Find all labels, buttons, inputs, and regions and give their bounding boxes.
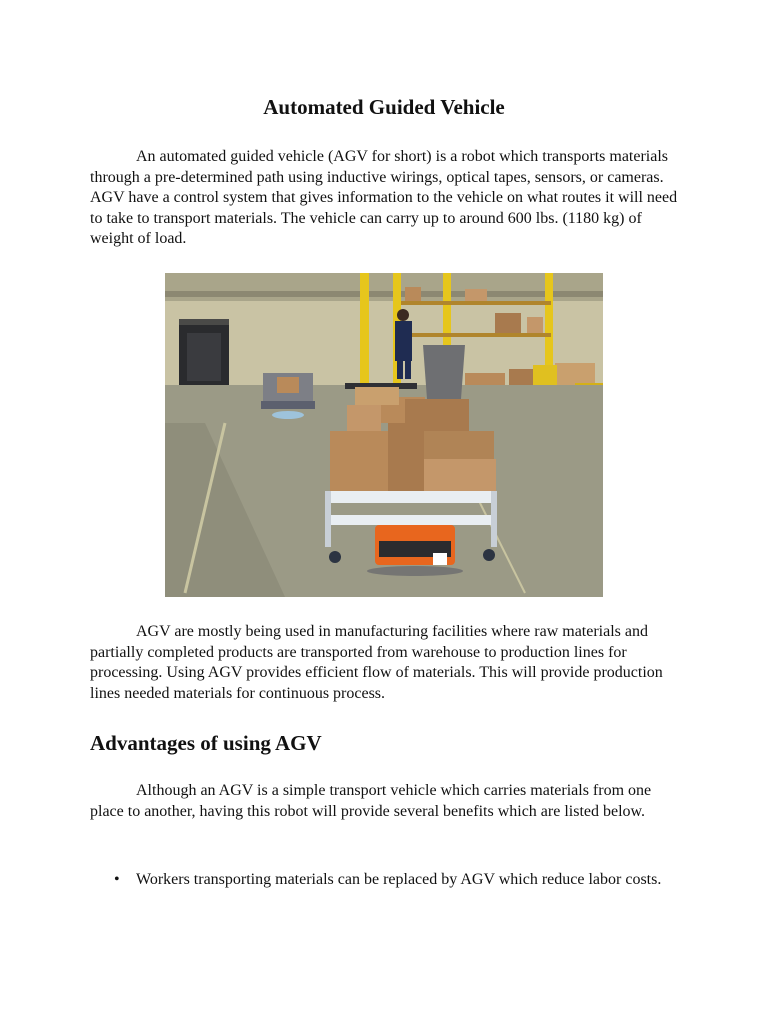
usage-paragraph: AGV are mostly being used in manufacturing facilities where raw materials and partially completed products are transported from warehouse to production lines for processing. Using AGV provides efficient flow of materials. This will provide production lines needed materials for continuous process.	[90, 623, 663, 702]
document-title: Automated Guided Vehicle	[263, 95, 505, 119]
advantages-heading: Advantages of using AGV	[90, 731, 322, 755]
list-item	[90, 870, 682, 891]
bullet-icon: •	[114, 871, 120, 888]
list-item-text: Workers transporting materials can be replaced by AGV which reduce labor costs.	[136, 871, 662, 888]
advantages-intro-paragraph: Although an AGV is a simple transport vehicle which carries materials from one place to another, having this robot will provide several benefits which are listed below.	[90, 782, 652, 820]
intro-paragraph: An automated guided vehicle (AGV for short) is a robot which transports materials through a pre-determined path using inductive wirings, optical tapes, sensors, or cameras. AGV have a control system that gives information to the vehicle on what routes it will need to take to transport materials. The vehicle can carry up to around 600 lbs. (1180 kg) of weight of load.	[90, 148, 678, 247]
agv-warehouse-photo	[165, 273, 603, 597]
advantages-list	[90, 870, 682, 891]
agv-photo-illustration	[165, 273, 603, 597]
